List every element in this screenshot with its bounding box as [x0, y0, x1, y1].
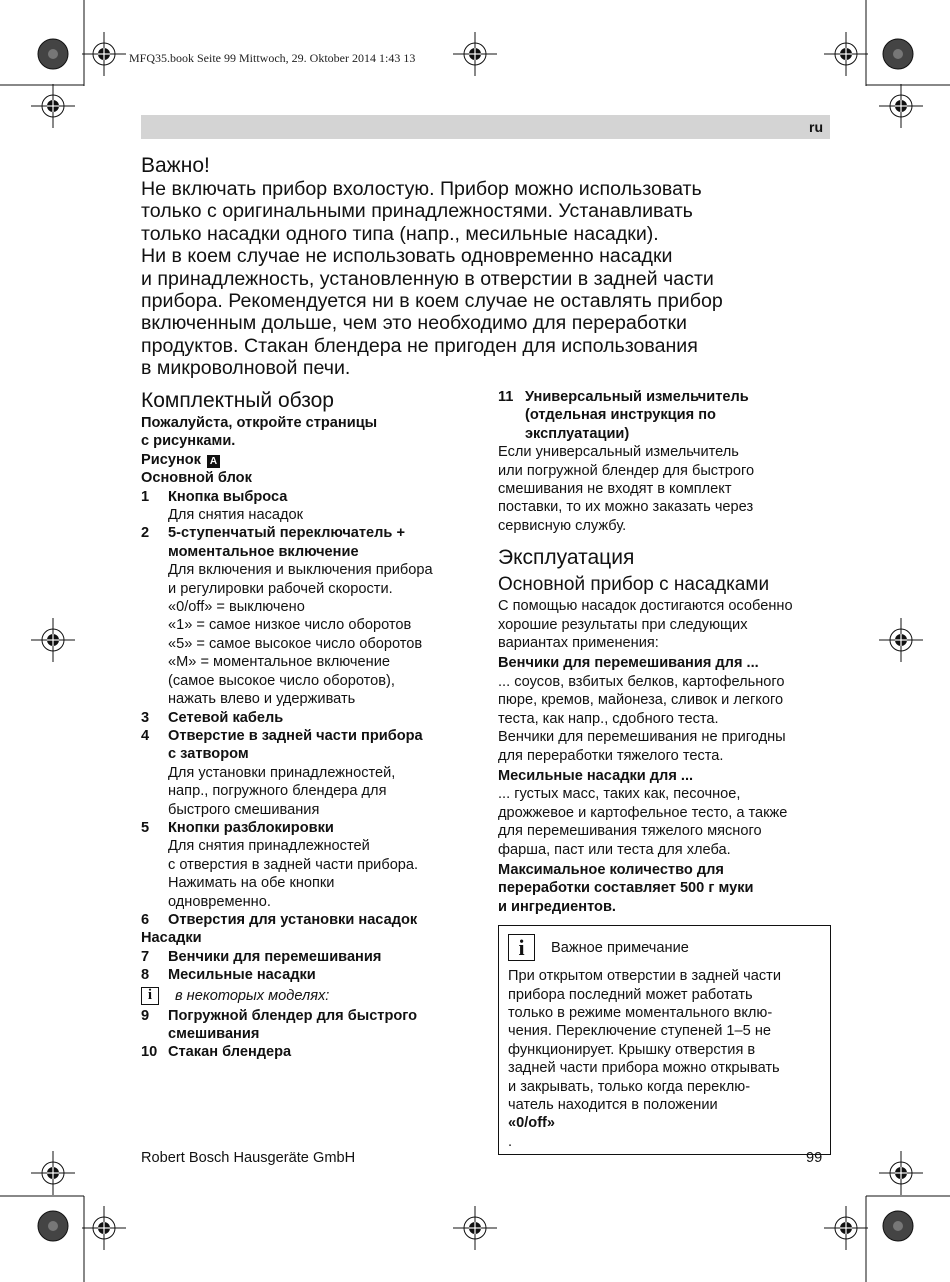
item-description: Для снятия насадок — [168, 507, 304, 524]
text-line: функционирует. Крышку отверстия в — [508, 1041, 756, 1058]
text-line: хорошие результаты при следующих — [498, 616, 748, 633]
text-line: только с оригинальными принадлежностями. Устанавливать — [141, 200, 693, 223]
item-title: Сетевой кабель — [168, 709, 284, 726]
operation-subheading: Основной прибор с насадками — [498, 574, 770, 596]
text-line: фарша, паст или теста для хлеба. — [498, 841, 731, 858]
text-line: и ингредиентов. — [498, 898, 616, 915]
text-line: вариантах применения: — [498, 635, 659, 652]
item-description: «5» = самое высокое число оборотов — [168, 635, 423, 652]
language-bar — [141, 115, 830, 139]
some-models-text: в некоторых моделях: — [175, 987, 330, 1004]
text-line: чения. Переключение ступеней 1–5 не — [508, 1023, 771, 1040]
item-description: нажать влево и удерживать — [168, 691, 356, 708]
info-icon: i — [141, 987, 159, 1005]
item-title: смешивания — [168, 1026, 260, 1042]
item-title: эксплуатации) — [525, 425, 630, 442]
list-item — [141, 709, 471, 727]
text-line: переработки составляет 500 г муки — [498, 880, 754, 897]
optional-list — [141, 1007, 471, 1062]
item-number: 8 — [141, 967, 150, 984]
text-line: ... соусов, взбитых белков, картофельного — [498, 673, 785, 690]
item-number: 3 — [141, 709, 150, 726]
item-title: (отдельная инструкция по — [525, 407, 716, 424]
item-number: 4 — [141, 727, 150, 744]
item-description: быстрого смешивания — [168, 801, 320, 818]
note-title: Важное примечание — [551, 939, 689, 956]
item-number: 9 — [141, 1007, 150, 1024]
kneading-title: Месильные насадки для ... — [498, 767, 694, 784]
item-description: с отверстия в задней части прибора. — [168, 856, 419, 873]
important-text — [141, 178, 831, 380]
operation-heading: Эксплуатация — [498, 546, 635, 570]
page-number: 99 — [806, 1150, 823, 1166]
item-number: 11 — [498, 389, 514, 405]
text-line: Если универсальный измельчитель — [498, 444, 739, 461]
right-column — [498, 388, 833, 1155]
list-item — [141, 948, 471, 966]
kneading-text — [498, 785, 833, 859]
text-line: Не включать прибор вхолостую. Прибор можно использовать — [141, 178, 702, 200]
item-number: 7 — [141, 948, 150, 965]
item-title: Стакан блендера — [168, 1044, 292, 1061]
list-item — [498, 388, 833, 443]
item-title: Отверстие в задней части прибора — [168, 727, 423, 744]
whisks-text — [498, 673, 833, 728]
max-capacity-text — [498, 861, 833, 916]
text-line: прибора последний может работать — [508, 986, 753, 1003]
list-item — [141, 1007, 471, 1044]
item-title: Кнопки разблокировки — [168, 819, 334, 836]
text-line: только в режиме моментального вклю- — [508, 1004, 773, 1021]
text-line: С помощью насадок достигаются особенно — [498, 598, 793, 615]
item-title: Погружной блендер для быстрого — [168, 1007, 418, 1024]
list-item — [141, 727, 471, 819]
item-description: одновременно. — [168, 893, 271, 910]
note-header — [508, 934, 821, 961]
footer-company: Robert Bosch Hausgeräte GmbH — [141, 1150, 356, 1166]
item-number: 2 — [141, 525, 150, 542]
item-11 — [498, 388, 833, 443]
item-description: Для установки принадлежностей, — [168, 764, 396, 781]
item-description: и регулировки рабочей скорости. — [168, 580, 393, 597]
attachments-heading: Насадки — [141, 930, 202, 947]
item-description: Для включения и выключения прибора — [168, 562, 433, 579]
text-line: сервисную службу. — [498, 517, 627, 534]
main-unit-list — [141, 488, 471, 930]
text-line: задней части прибора можно открывать — [508, 1060, 780, 1077]
text-line: ... густых масс, таких как, песочное, — [498, 786, 741, 803]
text-line: пюре, кремов, майонеза, сливок и легкого — [498, 692, 784, 709]
figure-badge: A — [207, 455, 220, 468]
item-title: моментальное включение — [168, 543, 359, 560]
list-item — [141, 966, 471, 984]
item-number: 6 — [141, 911, 150, 928]
operation-intro — [498, 597, 833, 652]
item-description: Нажимать на обе кнопки — [168, 875, 335, 892]
some-models-row — [141, 986, 471, 1006]
note-text — [508, 967, 821, 1096]
print-header: MFQ35.book Seite 99 Mittwoch, 29. Oktober 2014 1:43 13 — [129, 51, 416, 65]
overview-intro-2: с рисунками. — [141, 433, 236, 450]
overview-heading: Комплектный обзор — [141, 389, 334, 412]
overview-intro: Пожалуйста, откройте страницы — [141, 415, 378, 431]
note-box — [498, 925, 831, 1155]
off-position: «0/off» — [508, 1115, 556, 1132]
important-block — [141, 154, 831, 380]
text-line: Ни в коем случае не использовать одновременно насадки — [141, 245, 673, 268]
text-line: Венчики для перемешивания не пригодны — [498, 729, 786, 746]
item-title: Отверстия для установки насадок — [168, 911, 418, 928]
list-item — [141, 524, 471, 708]
item-description: «M» = моментальное включение — [168, 654, 390, 671]
item-11-text — [498, 443, 833, 535]
text-line: поставки, то их можно заказать через — [498, 499, 754, 516]
text-line: включенным дольше, чем это необходимо для переработки — [141, 312, 687, 335]
text-line: в микроволновой печи. — [141, 357, 351, 380]
text-line: продуктов. Стакан блендера не пригоден для использования — [141, 334, 698, 357]
text-line: для переработки тяжелого теста. — [498, 747, 724, 764]
text-line: При открытом отверстии в задней части — [508, 968, 782, 985]
text-line: для перемешивания тяжелого мясного — [498, 823, 762, 840]
item-title: Кнопка выброса — [168, 488, 288, 505]
item-number: 5 — [141, 819, 150, 836]
item-description: Для снятия принадлежностей — [168, 838, 370, 855]
text-line: или погружной блендер для быстрого — [498, 462, 755, 479]
text-line: смешивания не входят в комплект — [498, 481, 732, 498]
text-line: прибора. Рекомендуется ни в коем случае не оставлять прибор — [141, 290, 723, 313]
main-unit-heading: Основной блок — [141, 470, 252, 487]
language-code: ru — [809, 119, 823, 135]
item-title: 5-ступенчатый переключатель + — [168, 525, 405, 542]
list-item — [141, 819, 471, 911]
item-title: Месильные насадки — [168, 967, 316, 984]
list-item — [141, 1043, 471, 1061]
whisks-note — [498, 728, 833, 765]
note-last-line: чатель находится в положении «0/off» . — [508, 1096, 821, 1151]
whisks-title: Венчики для перемешивания для ... — [498, 655, 759, 672]
item-description: «1» = самое низкое число оборотов — [168, 617, 412, 634]
item-description: (самое высокое число оборотов), — [168, 672, 395, 689]
left-column — [141, 388, 471, 1062]
item-title: Универсальный измельчитель — [525, 389, 749, 405]
important-title: Важно! — [141, 154, 210, 177]
figure-label: Рисунок — [141, 451, 201, 468]
item-description: «0/off» = выключено — [168, 599, 305, 616]
attachments-list — [141, 948, 471, 985]
text-line: только насадки одного типа (напр., месильные насадки). — [141, 222, 659, 245]
item-number: 10 — [141, 1044, 158, 1061]
item-title: Венчики для перемешивания — [168, 948, 382, 965]
info-icon: i — [508, 934, 535, 961]
list-item — [141, 911, 471, 929]
item-description: напр., погружного блендера для — [168, 783, 387, 800]
text-line: теста, как напр., сдобного теста. — [498, 710, 719, 727]
list-item — [141, 488, 471, 525]
text-line: и принадлежность, установленную в отверстии в задней части — [141, 267, 714, 290]
item-number: 1 — [141, 488, 150, 505]
text-line: и закрывать, только когда переклю- — [508, 1078, 751, 1095]
figure-label-row — [141, 451, 471, 469]
text-line: Максимальное количество для — [498, 861, 724, 878]
text-line: дрожжевое и картофельное тесто, а также — [498, 804, 788, 821]
item-title: с затвором — [168, 746, 249, 763]
